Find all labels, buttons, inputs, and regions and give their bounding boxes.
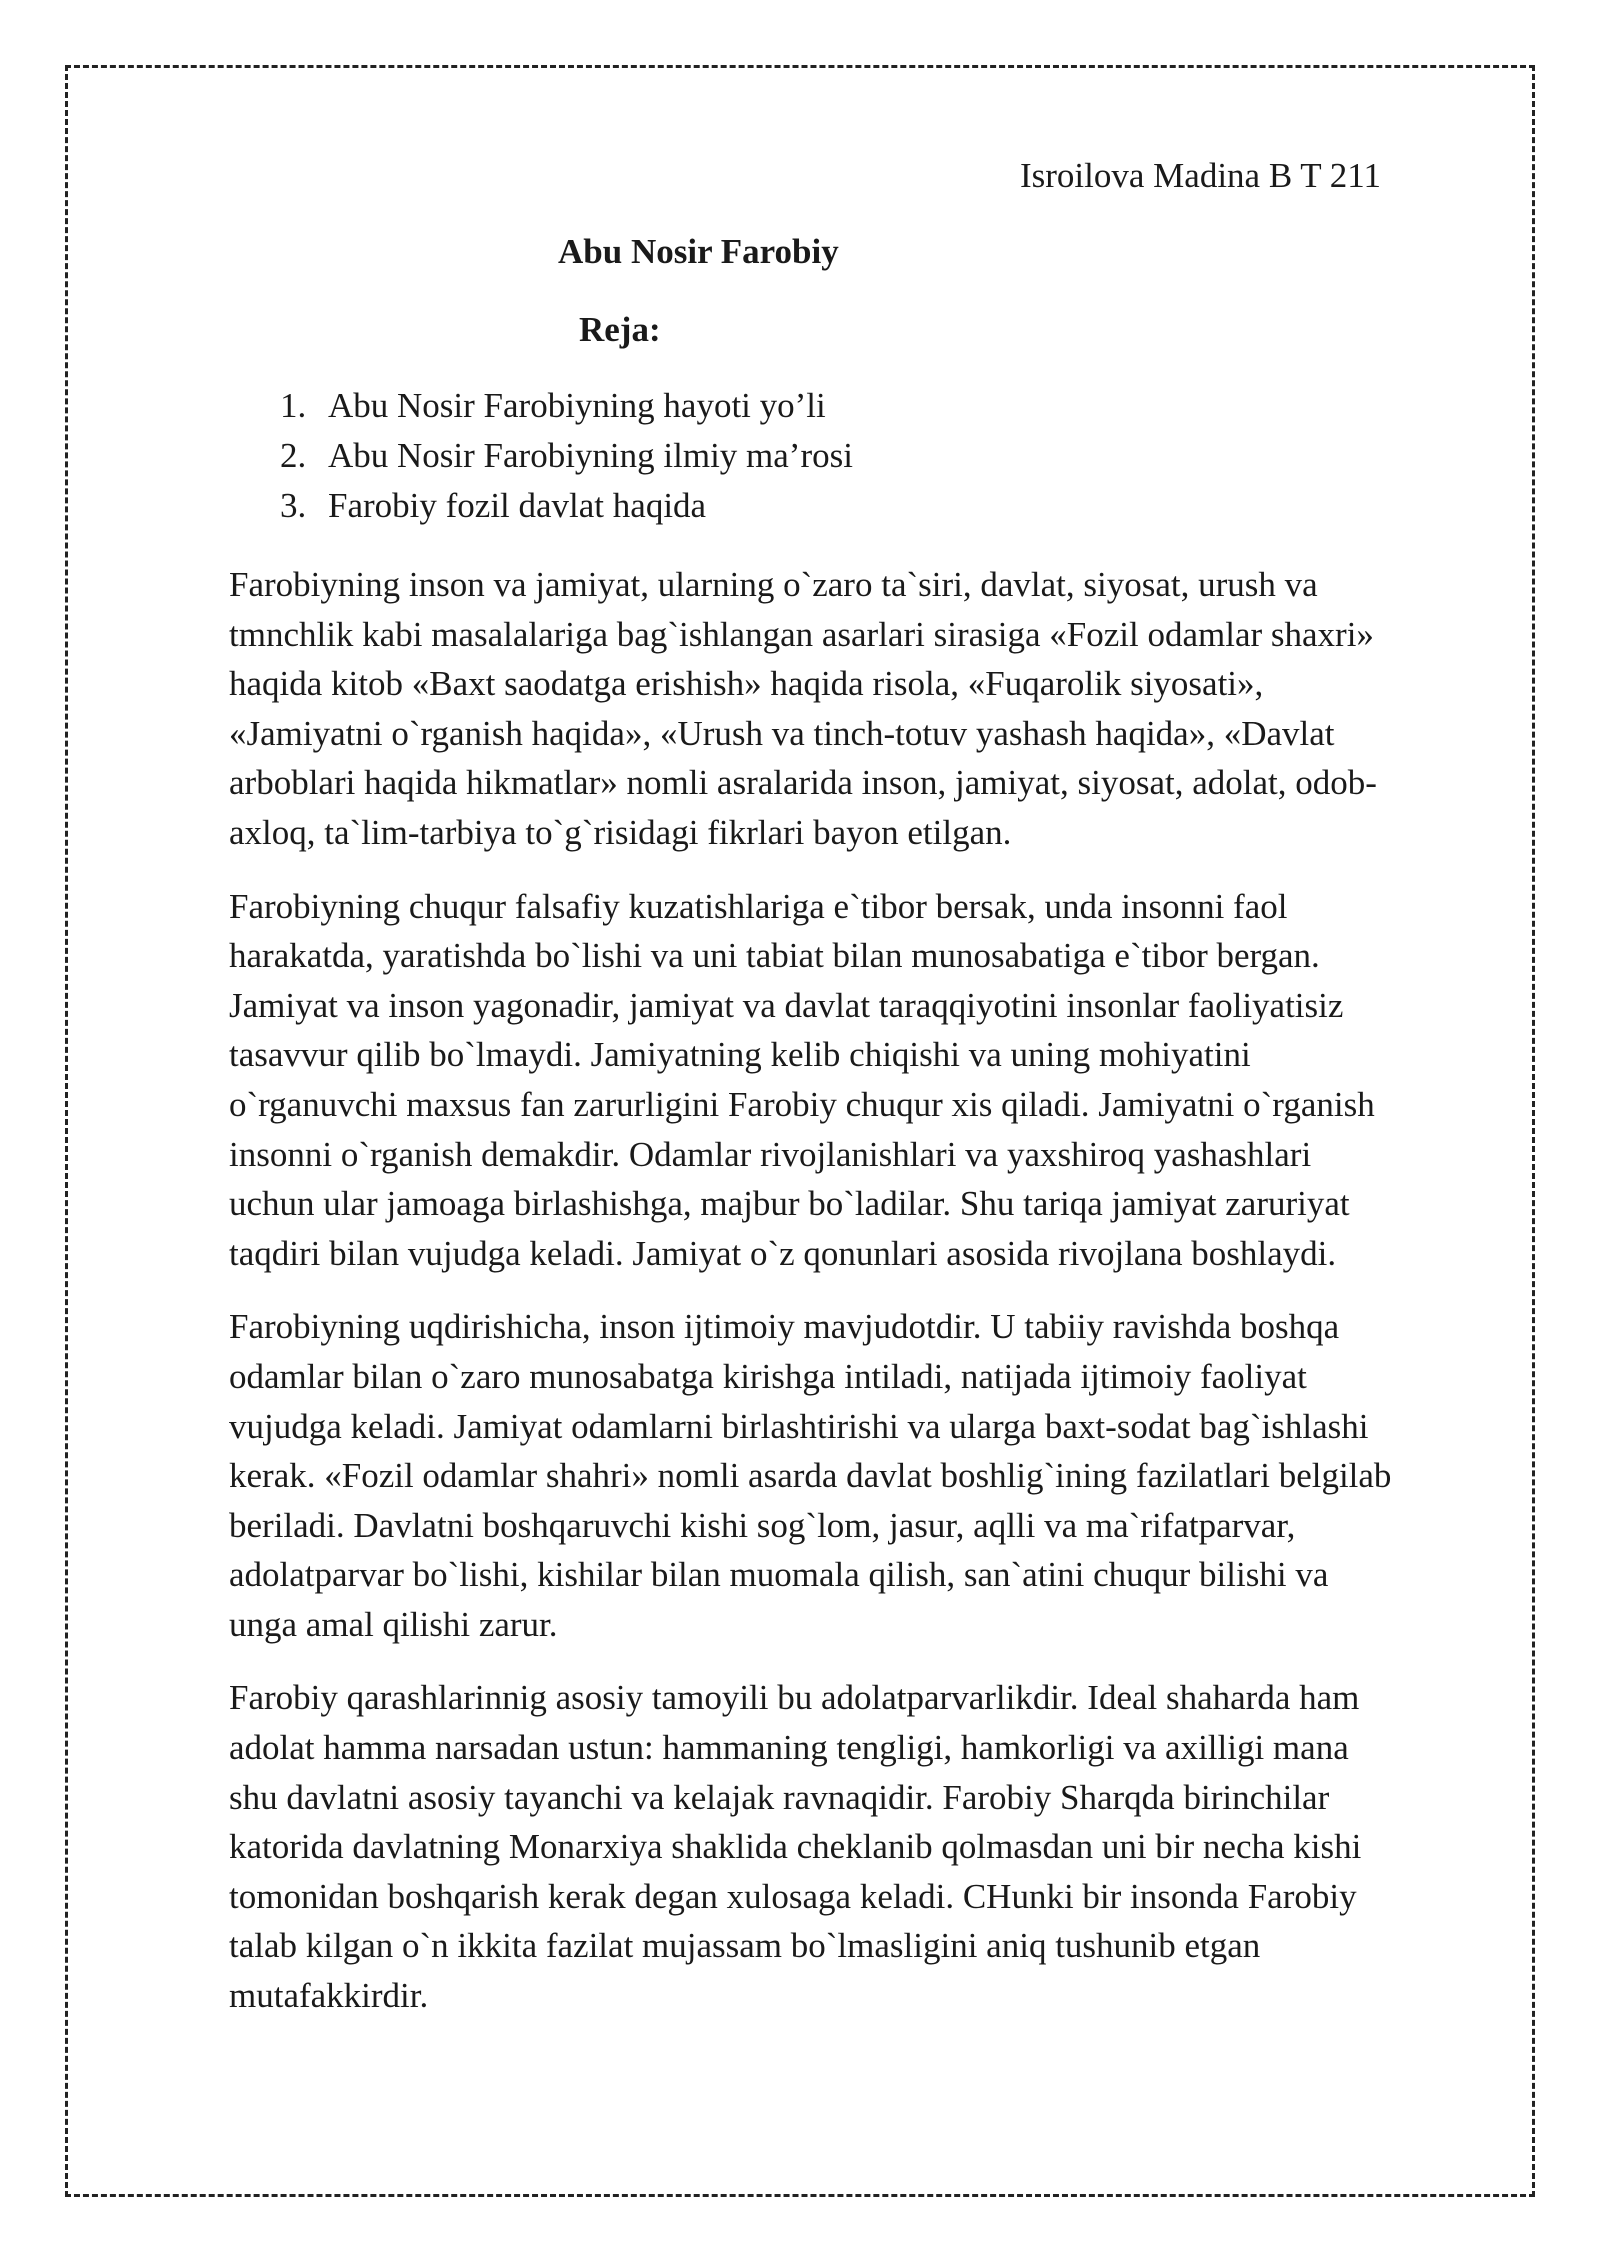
- plan-item-number: 3.: [280, 486, 307, 525]
- text-line: axloq, ta`lim-tarbiya to`g`risidagi fikrlari bayon etilgan.: [229, 812, 1012, 852]
- text-line: beriladi. Davlatni boshqaruvchi kishi sog`lom, jasur, aqlli va ma`rifatparvar,: [229, 1505, 1296, 1545]
- text-line: uchun ular jamoaga birlashishga, majbur bo`ladilar. Shu tariqa jamiyat zaruriyat: [229, 1184, 1350, 1224]
- text-line: Farobiyning chuqur falsafiy kuzatishlariga e`tibor bersak, unda insonni faol: [229, 886, 1288, 926]
- text-line: adolatparvar bo`lishi, kishilar bilan muomala qilish, san`atini chuqur bilishi va: [229, 1555, 1329, 1595]
- text-line: unga amal qilishi zarur.: [229, 1604, 558, 1644]
- plan-item-text: Abu Nosir Farobiyning ilmiy ma’rosi: [328, 436, 853, 475]
- text-line: haqida kitob «Baxt saodatga erishish» haqida risola, «Fuqarolik siyosati»,: [229, 664, 1264, 704]
- paragraph: [229, 1673, 1529, 2020]
- text-line: adolat hamma narsadan ustun: hammaning tengligi, hamkorligi va axilligi mana: [229, 1728, 1349, 1768]
- text-line: kerak. «Fozil odamlar shahri» nomli asarda davlat boshlig`ining fazilatlari belgilab: [229, 1456, 1392, 1496]
- text-line: mutafakkirdir.: [229, 1976, 429, 2016]
- paragraph: [229, 560, 1529, 858]
- text-line: odamlar bilan o`zaro munosabatga kirishga intiladi, natijada ijtimoiy faoliyat: [229, 1356, 1307, 1396]
- plan-item: [280, 381, 853, 431]
- text-line: tasavvur qilib bo`lmaydi. Jamiyatning kelib chiqishi va uning mohiyatini: [229, 1035, 1251, 1075]
- text-line: shu davlatni asosiy tayanchi va kelajak ravnaqidir. Farobiy Sharqda birinchilar: [229, 1777, 1330, 1817]
- text-line: katorida davlatning Monarxiya shaklida cheklanib qolmasdan uni bir necha kishi: [229, 1827, 1362, 1867]
- text-line: insonni o`rganish demakdir. Odamlar rivojlanishlari va yaxshiroq yashashlari: [229, 1134, 1312, 1174]
- plan-list: [280, 381, 853, 531]
- document-title: Abu Nosir Farobiy: [558, 232, 839, 271]
- plan-item-number: 2.: [280, 436, 307, 475]
- text-line: o`rganuvchi maxsus fan zarurligini Farobiy chuqur xis qiladi. Jamiyatni o`rganish: [229, 1084, 1375, 1124]
- text-line: Farobiyning inson va jamiyat, ularning o`zaro ta`siri, davlat, siyosat, urush va: [229, 565, 1318, 604]
- plan-item-number: 1.: [280, 386, 307, 425]
- text-line: taqdiri bilan vujudga keladi. Jamiyat o`z qonunlari asosida rivojlana boshlaydi.: [229, 1233, 1337, 1273]
- plan-item-text: Farobiy fozil davlat haqida: [328, 486, 707, 525]
- text-line: Farobiyning uqdirishicha, inson ijtimoiy mavjudotdir. U tabiiy ravishda boshqa: [229, 1307, 1340, 1347]
- plan-heading: Reja:: [579, 310, 661, 349]
- text-line: arboblari haqida hikmatlar» nomli asralarida inson, jamiyat, siyosat, adolat, odob-: [229, 763, 1377, 803]
- text-line: Farobiy qarashlarinnig asosiy tamoyili bu adolatparvarlikdir. Ideal shaharda ham: [229, 1678, 1360, 1718]
- body-text: [229, 560, 1529, 2045]
- paragraph: [229, 1302, 1529, 1649]
- text-line: tmnchlik kabi masalalariga bag`ishlangan asarlari sirasiga «Fozil odamlar shaxri»: [229, 614, 1374, 654]
- text-line: «Jamiyatni o`rganish haqida», «Urush va tinch-totuv yashash haqida», «Davlat: [229, 713, 1335, 753]
- paragraph: [229, 882, 1529, 1279]
- text-line: talab kilgan o`n ikkita fazilat mujassam bo`lmasligini aniq tushunib etgan: [229, 1926, 1261, 1966]
- plan-item-text: Abu Nosir Farobiyning hayoti yo’li: [328, 386, 826, 425]
- plan-item: [280, 481, 853, 531]
- text-line: vujudga keladi. Jamiyat odamlarni birlashtirishi va ularga baxt-sodat bag`ishlashi: [229, 1406, 1369, 1446]
- text-line: harakatda, yaratishda bo`lishi va uni tabiat bilan munosabatiga e`tibor bergan.: [229, 936, 1320, 976]
- author-line: Isroilova Madina B T 211: [1020, 156, 1381, 195]
- text-line: Jamiyat va inson yagonadir, jamiyat va davlat taraqqiyotini insonlar faoliyatisiz: [229, 985, 1344, 1025]
- plan-item: [280, 431, 853, 481]
- text-line: tomonidan boshqarish kerak degan xulosaga keladi. CHunki bir insonda Farobiy: [229, 1876, 1357, 1916]
